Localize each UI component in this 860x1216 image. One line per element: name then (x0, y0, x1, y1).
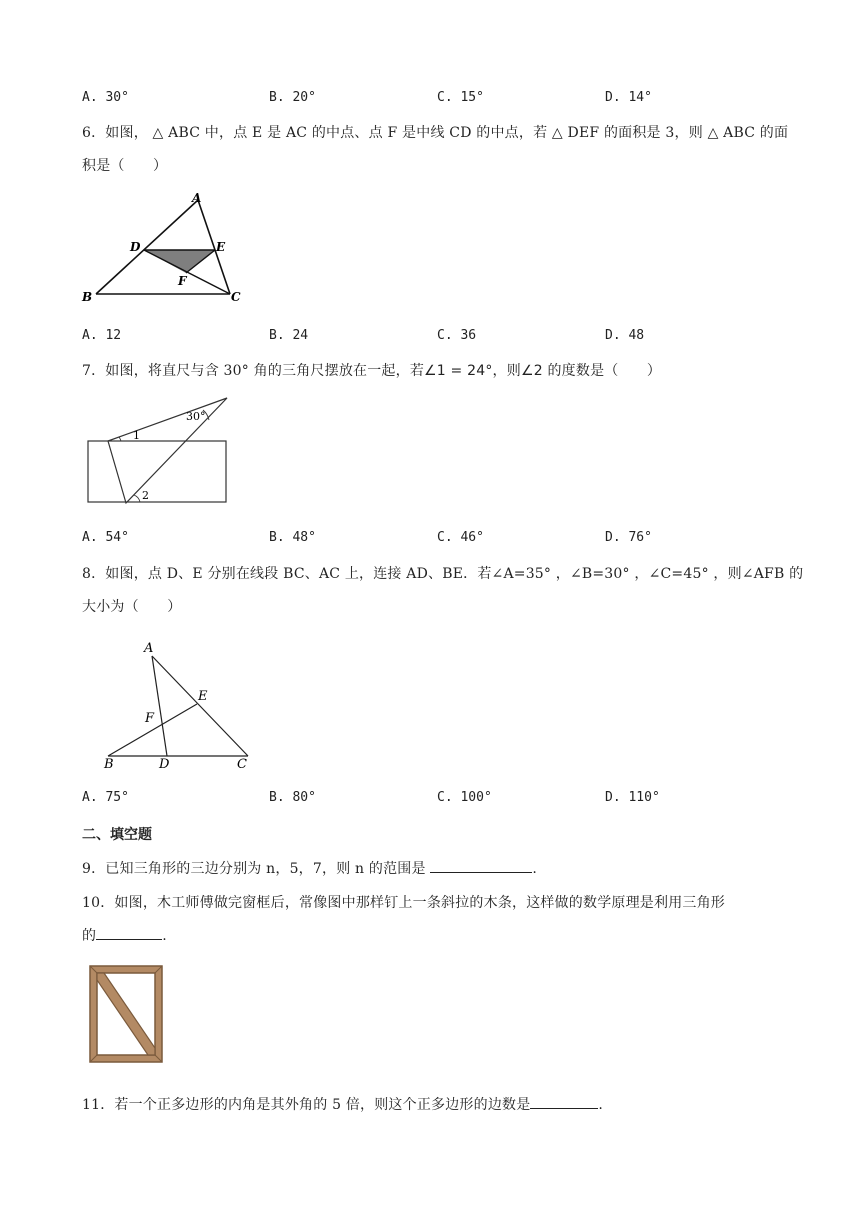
q6-label-c: C (231, 290, 241, 304)
q10-end: . (162, 928, 167, 944)
q11-question: 11．若一个正多边形的内角是其外角的 5 倍，则这个正多边形的边数是 (82, 1097, 531, 1113)
q8-option-c: C. 100° (437, 790, 492, 805)
q7-label-30: 30° (186, 410, 206, 423)
q6-label-a: A (192, 191, 202, 205)
q6-figure (78, 188, 253, 306)
q6-shaded-triangle (144, 250, 215, 273)
q6-label-e: E (216, 240, 226, 254)
q9-question: 9．已知三角形的三边分别为 n，5，7，则 n 的范围是 (82, 861, 431, 877)
q7-angle2: ∠2 (520, 363, 543, 379)
q9-text (82, 858, 537, 878)
q5-option-b: B. 20° (269, 90, 316, 105)
q9-answer-blank[interactable] (430, 858, 532, 873)
q7-label-2: 2 (142, 489, 149, 502)
q7-option-a: A. 54° (82, 530, 129, 545)
q6-text-line1: 6．如图， △ ABC 中，点 E 是 AC 的中点、点 F 是中线 CD 的中点，若 △ DEF 的面积是 3，则 △ ABC 的面 (82, 125, 789, 141)
q10-line2-start: 的 (82, 928, 97, 944)
q6-option-d: D. 48 (605, 328, 645, 343)
q6-text-line2: 积是（ ） (82, 158, 168, 174)
q7-text (82, 360, 661, 380)
q6-option-b: B. 24 (269, 328, 309, 343)
q8-label-c: C (237, 757, 247, 772)
q7-triangle-ruler (108, 398, 227, 503)
q7-figure (84, 392, 234, 508)
q8-label-b: B (104, 757, 114, 772)
q7-text-middle: ，则 (492, 363, 521, 379)
q8-option-d: D. 110° (605, 790, 660, 805)
q7-option-b: B. 48° (269, 530, 316, 545)
q6-label-f: F (178, 274, 187, 288)
q8-figure (100, 636, 260, 772)
q10-window-frame-figure (88, 964, 164, 1064)
q10-text-line2 (82, 925, 167, 945)
q8-option-b: B. 80° (269, 790, 316, 805)
q5-option-a: A. 30° (82, 90, 129, 105)
q8-label-d: D (159, 757, 170, 772)
q11-answer-blank[interactable] (530, 1094, 598, 1109)
q8-label-e: E (198, 689, 208, 704)
q8-label-f: F (145, 711, 155, 726)
q5-option-d: D. 14° (605, 90, 652, 105)
q11-end: . (598, 1097, 604, 1113)
section-2-title: 二、填空题 (82, 827, 152, 843)
q9-end: . (532, 861, 538, 877)
q8-text-line2: 大小为（ ） (82, 599, 182, 615)
q7-text-after: 的度数是（ ） (542, 363, 662, 379)
q7-angle1-expr: ∠1 = 24° (424, 363, 493, 379)
q7-option-c: C. 46° (437, 530, 484, 545)
q11-text (82, 1094, 603, 1114)
q6-option-a: A. 12 (82, 328, 122, 343)
q10-answer-blank[interactable] (96, 925, 162, 940)
q8-text-line1: 8．如图，点 D、E 分别在线段 BC、AC 上，连接 AD、BE．若∠A=35° ，∠B=30° ，∠C=45° ，则∠AFB 的 (82, 566, 804, 582)
q7-option-d: D. 76° (605, 530, 652, 545)
q7-label-1: 1 (133, 429, 140, 442)
q10-text-line1: 10．如图，木工师傅做完窗框后，常像图中那样钉上一条斜拉的木条，这样做的数学原理是利用三角形 (82, 895, 726, 911)
q8-option-a: A. 75° (82, 790, 129, 805)
q6-option-c: C. 36 (437, 328, 477, 343)
q6-label-b: B (82, 290, 93, 304)
q5-option-c: C. 15° (437, 90, 484, 105)
q7-text-before: 7．如图，将直尺与含 30° 角的三角尺摆放在一起，若 (82, 363, 425, 379)
q6-label-d: D (130, 240, 141, 254)
q8-label-a: A (144, 641, 154, 656)
